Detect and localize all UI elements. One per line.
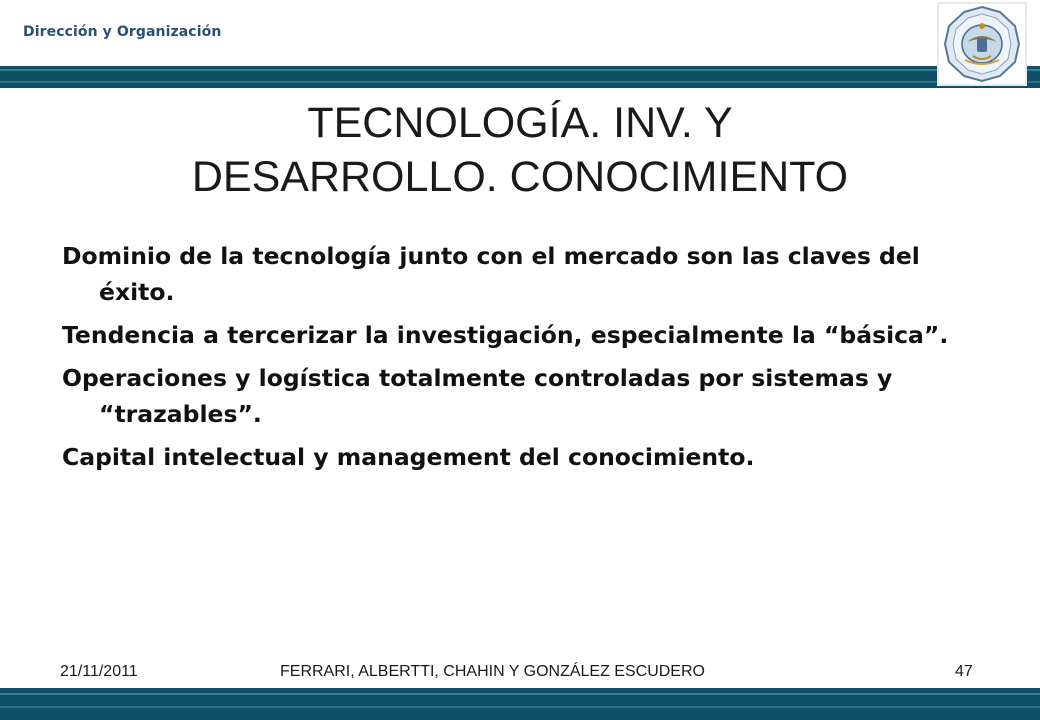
header-label: Dirección y Organización: [23, 24, 222, 40]
footer-authors: FERRARI, ALBERTTI, CHAHIN Y GONZÁLEZ ESCUDERO: [280, 663, 705, 680]
bullet-item: Operaciones y logística totalmente controladas por sistemas y “trazables”.: [62, 364, 893, 428]
bullet-list: [62, 238, 962, 482]
top-bar-highlight-lower: [0, 81, 1040, 83]
bullet-item: Tendencia a tercerizar la investigación, especialmente la “básica”.: [62, 321, 949, 349]
page-number: 47: [955, 663, 973, 680]
bottom-bar-highlight: [0, 693, 1040, 695]
top-bar: [0, 66, 1040, 88]
footer-date: 21/11/2011: [60, 663, 138, 680]
footer: [0, 663, 1040, 685]
bullet-item: Capital intelectual y management del conocimiento.: [62, 443, 755, 471]
bottom-bar: [0, 688, 1040, 720]
slide-title: [0, 96, 1040, 204]
bottom-bar-highlight-lower: [0, 706, 1040, 708]
slide-title-line-2: DESARROLLO. CONOCIMIENTO: [191, 153, 849, 201]
slide-title-line-1: TECNOLOGÍA. INV. Y: [307, 99, 733, 147]
bullet-item: Dominio de la tecnología junto con el mercado son las claves del éxito.: [62, 242, 920, 306]
institutional-crest-icon: [937, 2, 1027, 86]
top-bar-highlight: [0, 69, 1040, 71]
